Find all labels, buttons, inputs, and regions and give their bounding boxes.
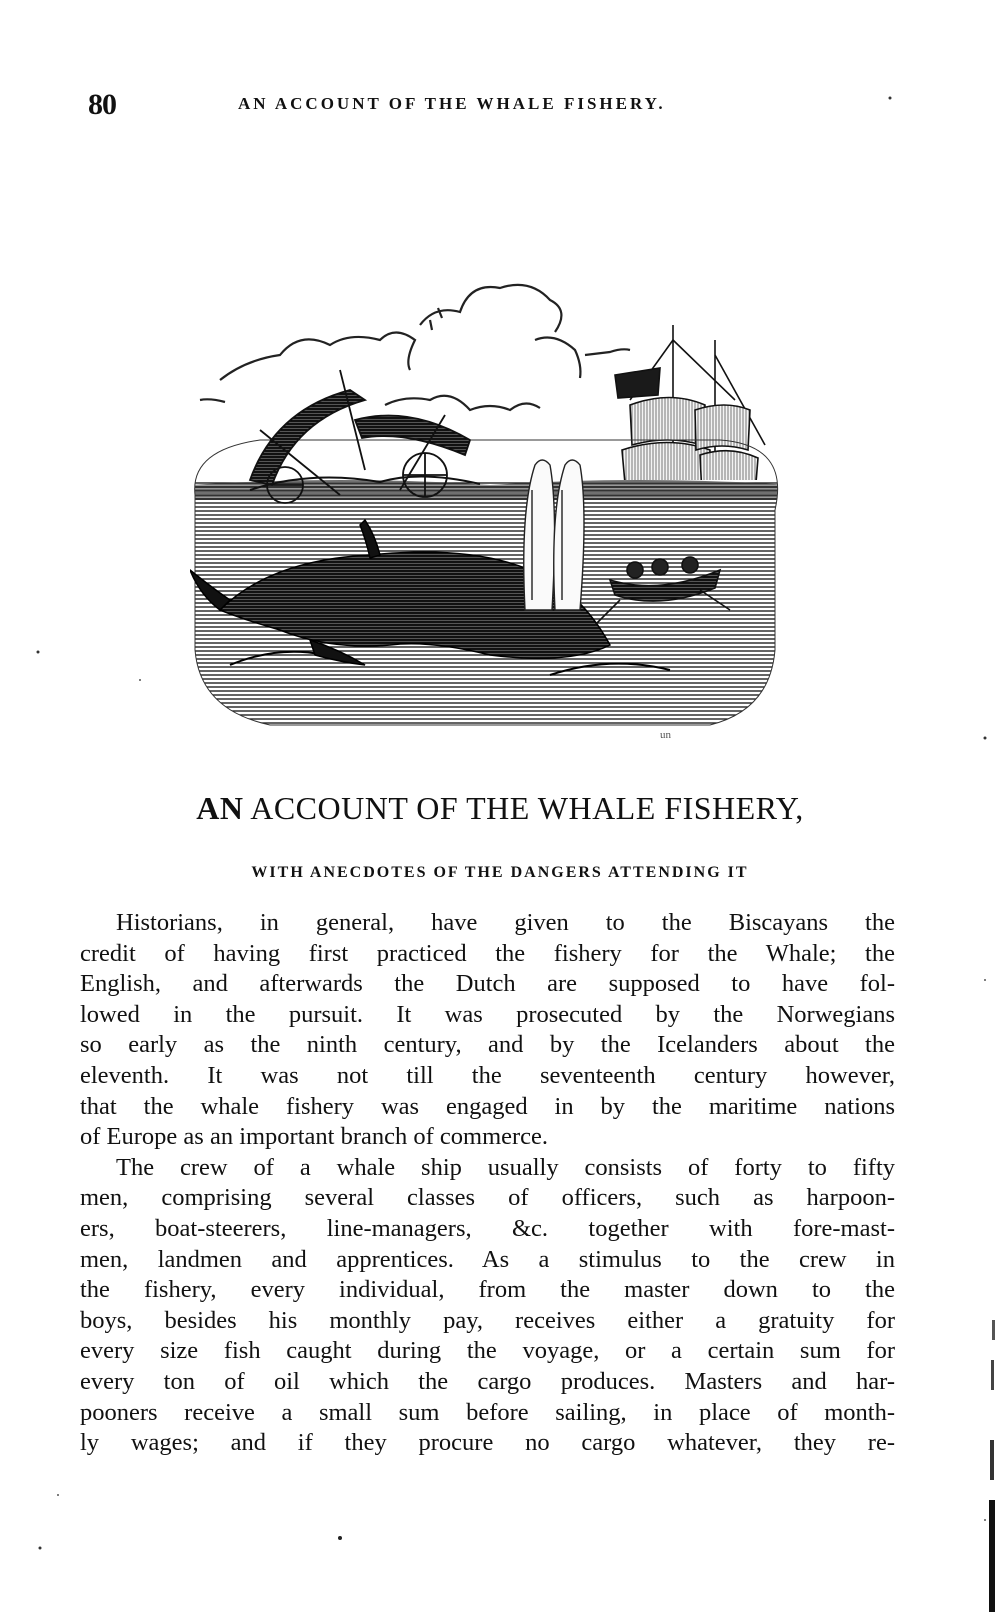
text-line: credit of having first practiced the fishery for the Whale; the [80,939,895,967]
text-line: English, and afterwards the Dutch are supposed to have fol- [80,970,895,998]
text-line: men, landmen and apprentices. As a stimulus to the crew in [80,1245,895,1273]
page-number: 80 [88,88,116,121]
whaling-illustration [190,270,790,750]
text-line: lowed in the pursuit. It was prosecuted by the Norwegians [80,1000,895,1028]
text-line: ly wages; and if they procure no cargo whatever, they re- [80,1429,895,1457]
running-head [88,88,788,121]
text-line: every size fish caught during the voyage, or a certain sum for [80,1337,895,1365]
clouds [200,285,630,410]
text-line: men, comprising several classes of officers, such as harpoon- [80,1184,895,1212]
text-line: pooners receive a small sum before sailing, in place of month- [80,1398,895,1426]
title-first-word: AN [196,790,244,826]
body-text [80,908,895,1459]
text-line: ers, boat-steerers, line-managers, &c. together with fore-mast- [80,1214,895,1242]
text-line: the fishery, every individual, from the master down to the [80,1276,895,1304]
text-line: boys, besides his monthly pay, receives either a gratuity for [80,1306,895,1334]
page-title [0,790,1000,827]
text-line: of Europe as an important branch of commerce. [80,1123,549,1151]
subtitle: WITH ANECDOTES OF THE DANGERS ATTENDING IT [251,864,749,881]
text-line: so early as the ninth century, and by the Icelanders about the [80,1031,895,1059]
running-title: AN ACCOUNT OF THE WHALE FISHERY. [238,94,666,113]
text-line: that the whale fishery was engaged in by the maritime nations [80,1092,895,1120]
engraver-mark: un [660,729,671,741]
text-line: Historians, in general, have given to the Biscayans the [116,909,895,936]
page-edge-shadow [986,1320,1000,1612]
title-rest: ACCOUNT OF THE WHALE FISHERY, [250,790,804,826]
text-line: eleventh. It was not till the seventeenth century however, [80,1061,895,1089]
text-line: The crew of a whale ship usually consists of forty to fifty [116,1153,895,1181]
text-line: every ton of oil which the cargo produces. Masters and har- [80,1367,895,1395]
